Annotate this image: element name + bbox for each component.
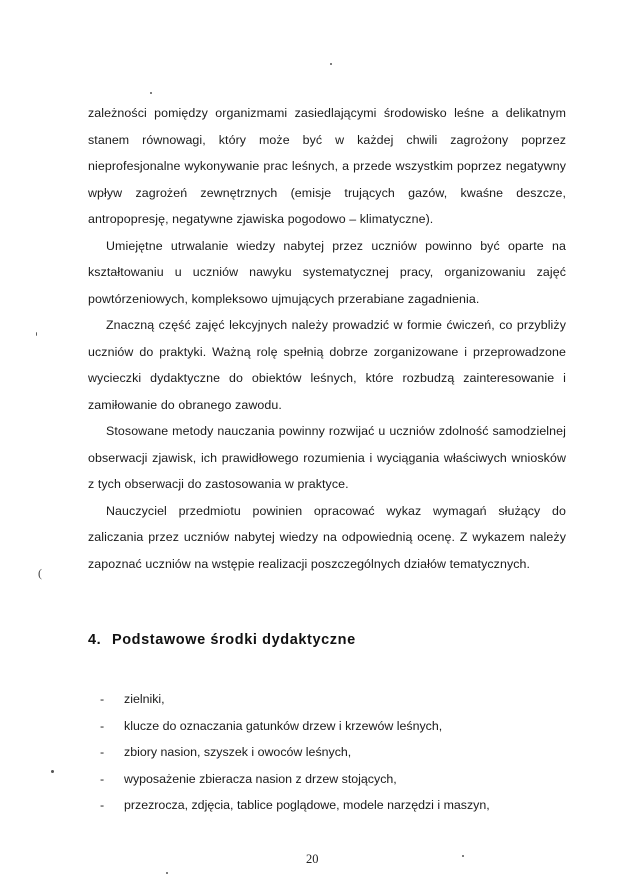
margin-paren-mark: (: [38, 566, 42, 580]
list-item-text: zielniki,: [124, 692, 165, 706]
scan-speck: [150, 92, 152, 94]
list-item-text: przezrocza, zdjęcia, tablice poglądowe, modele narzędzi i maszyn,: [124, 798, 490, 812]
list-item-text: klucze do oznaczania gatunków drzew i krzewów leśnych,: [124, 718, 443, 733]
section-title: Podstawowe środki dydaktyczne: [111, 632, 356, 648]
list-item-text: wyposażenie zbieracza nasion z drzew stojących,: [124, 771, 397, 786]
scan-speck: [330, 63, 332, 65]
didactic-aids-list: [100, 686, 540, 819]
body-text: [88, 100, 566, 577]
section-heading: [88, 632, 356, 648]
list-item: [100, 686, 540, 713]
scan-speck: [166, 872, 168, 874]
list-marker: -: [100, 798, 105, 812]
paragraph-1: zależności pomiędzy organizmami zasiedlającymi środowisko leśne a delikatnym stanem równowagi, który może być w każdej chwili zagrożony poprzez nieprofesjonalne wykonywanie prac leśnych, a przede wszystkim poprzez negatywny wpływ zagrożeń zewnętrznych (emisje trujących gazów, kwaśne deszcze, antropopresję, negatywne zjawiska pogodowo – klimatyczne).: [88, 106, 566, 226]
list-item: [100, 739, 540, 766]
list-item: [100, 792, 540, 819]
list-item: [100, 713, 540, 740]
list-item: [100, 766, 540, 793]
paragraph-3: Znaczną część zajęć lekcyjnych należy prowadzić w formie ćwiczeń, co przybliży uczniów do praktyki. Ważną rolę spełnią dobrze zorganizowane i przeprowadzone wycieczki dydaktyczne do obiektów leśnych, które rozbudzą zainteresowanie i zamiłowanie do obranego zawodu.: [88, 318, 566, 412]
section-number: 4.: [88, 632, 102, 648]
paragraph-2: Umiejętne utrwalanie wiedzy nabytej przez uczniów powinno być oparte na kształtowaniu u uczniów nawyku systematycznej pracy, organizowaniu zajęć powtórzeniowych, kompleksowo ujmujących przerabiane zagadnienia.: [88, 238, 566, 306]
list-marker: -: [100, 718, 105, 733]
list-marker: -: [100, 692, 105, 706]
page-number: 20: [306, 852, 319, 866]
list-marker: -: [100, 745, 105, 759]
list-marker: -: [100, 771, 105, 786]
scan-speck: [36, 332, 37, 336]
list-item-text: zbiory nasion, szyszek i owoców leśnych,: [124, 745, 352, 759]
paragraph-4: Stosowane metody nauczania powinny rozwijać u uczniów zdolność samodzielnej obserwacji zjawisk, ich prawidłowego rozumienia i wyciągania właściwych wniosków z tych obserwacji do zastosowania w praktyce.: [88, 424, 566, 491]
scan-speck: [462, 855, 464, 857]
scan-speck: [51, 770, 54, 773]
paragraph-5: Nauczyciel przedmiotu powinien opracować wykaz wymagań służący do zaliczania przez uczniów nabytej wiedzy na odpowiednią ocenę. Z wykazem należy zapoznać uczniów na wstępie realizacji poszczególnych działów tematycznych.: [88, 503, 566, 571]
